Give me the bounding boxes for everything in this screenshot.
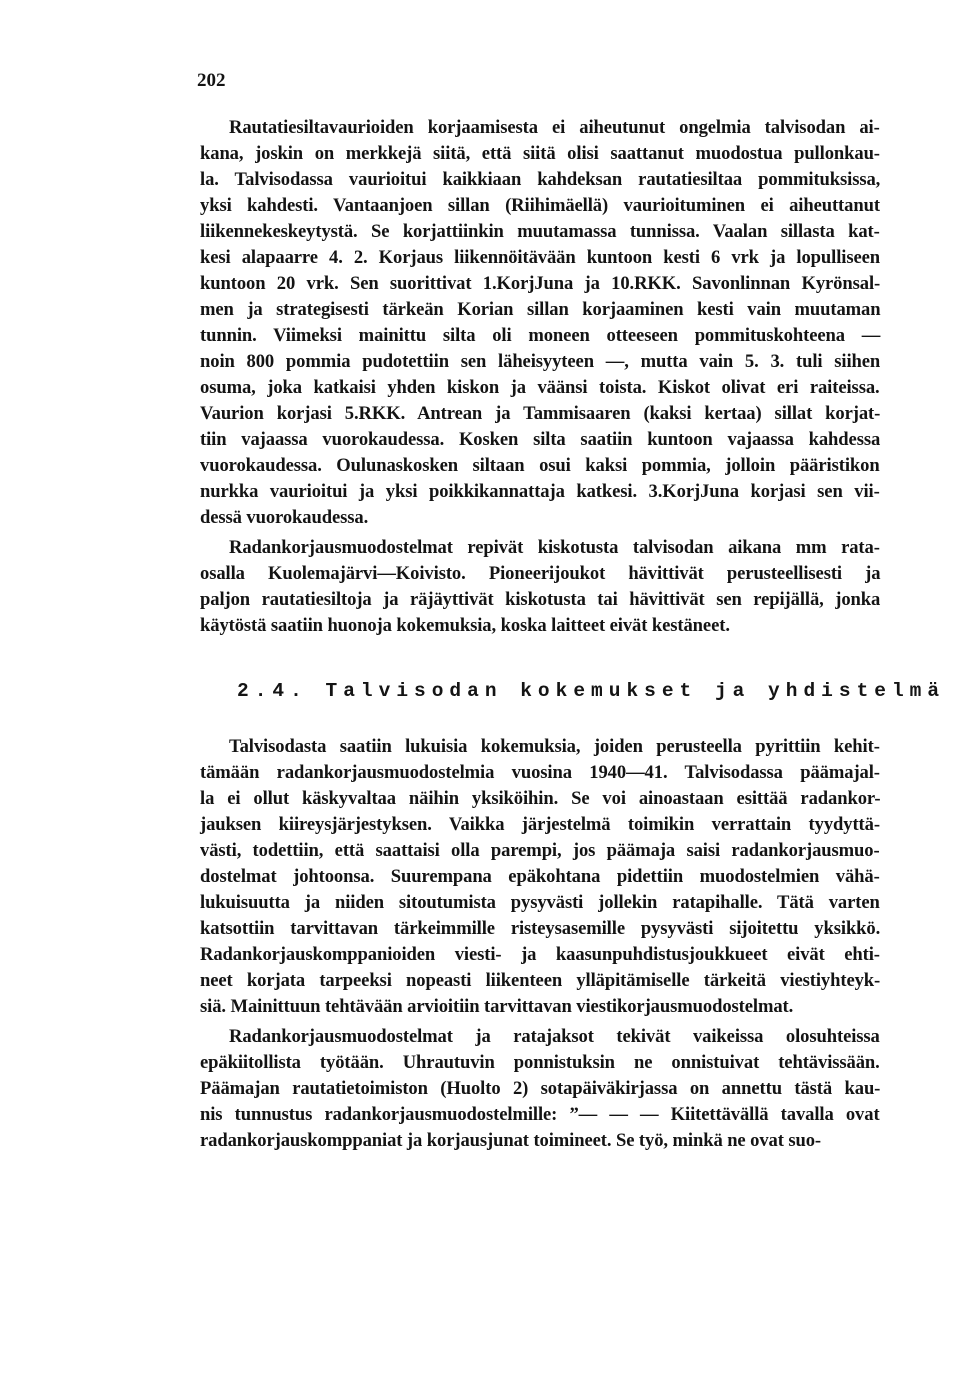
text-line: kana, joskin on merkkejä siitä, että siitä olisi saattanut muodostua pullonkau- xyxy=(200,143,880,164)
text-line: Vaurion korjasi 5.RKK. Antrean ja Tammisaaren (kaksi kertaa) sillat korjat- xyxy=(200,403,881,424)
text-line: osuma, joka katkaisi yhden kiskon ja väänsi toista. Kiskot olivat eri raiteissa. xyxy=(200,377,880,398)
text-line: jauksen kiireysjärjestyksen. Vaikka järjestelmä toimikin verrattain tyydyttä- xyxy=(200,814,880,835)
text-line: lukuisuutta ja niiden sitoutumista pysyvästi jollekin ratapihalle. Tätä varten xyxy=(200,892,880,913)
text-line: tämään radankorjausmuodostelmia vuosina 1940—41. Talvisodassa päämajal- xyxy=(200,762,880,783)
text-line: siä. Mainittuun tehtävään arvioitiin tarvittavan viestikorjausmuodostelmat. xyxy=(200,996,794,1017)
text-line: katsottiin tarvittavan tärkeimmille risteysasemille pysyvästi sijoitettu yksikkö. xyxy=(200,918,881,939)
text-line: yksi kahdesti. Vantaanjoen sillan (Riihimäellä) vaurioituminen ei aiheuttanut xyxy=(200,195,880,216)
text-line: osalla Kuolemajärvi—Koivisto. Pioneerijoukot hävittivät perusteellisesti ja xyxy=(200,563,881,584)
text-line: paljon rautatiesiltoja ja räjäyttivät kiskotusta tai hävittivät sen repijällä, jonka xyxy=(200,589,881,610)
text-line: Rautatiesiltavaurioiden korjaamisesta ei aiheutunut ongelmia talvisodan ai- xyxy=(229,117,880,138)
text-line: Talvisodasta saatiin lukuisia kokemuksia, joiden perusteella pyrittiin kehit- xyxy=(229,736,880,757)
text-line: noin 800 pommia pudotettiin sen läheisyyteen —, mutta vain 5. 3. tuli siihen xyxy=(200,351,881,372)
text-line: la. Talvisodassa vaurioitui kaikkiaan kahdeksan rautatiesiltaa pommituksissa, xyxy=(200,169,881,190)
text-line: västi, todettiin, että saattaisi olla parempi, jos päämaja saisi radankorjausmuo- xyxy=(200,840,880,861)
section-heading: 2.4. Talvisodan kokemukset ja yhdistelmä xyxy=(237,680,946,702)
text-line: dessä vuorokaudessa. xyxy=(200,507,369,528)
text-line: men ja strategisesti tärkeän Korian sillan korjaaminen kesti vain muutaman xyxy=(200,299,881,320)
text-line: radankorjauskomppaniat ja korjausjunat toimineet. Se työ, minkä ne ovat suo- xyxy=(200,1130,822,1151)
text-line: kuntoon 20 vrk. Sen suorittivat 1.KorjJuna ja 10.RKK. Savonlinnan Kyrönsal- xyxy=(200,273,881,294)
text-line: nis tunnustus radankorjausmuodostelmille: ”— — — Kiitettävällä tavalla ovat xyxy=(200,1104,880,1125)
text-line: vuorokaudessa. Oulunaskosken siltaan osui kaksi pommia, jolloin pääristikon xyxy=(200,455,880,476)
text-line: tunnin. Viimeksi mainittu silta oli moneen otteeseen pommituskohteena — xyxy=(200,325,881,346)
text-line: liikennekeskeytystä. Se korjattiinkin muutamassa tunnissa. Vaalan sillasta kat- xyxy=(200,221,880,242)
text-line: Radankorjauskomppanioiden viesti- ja kaasunpuhdistusjoukkueet eivät ehti- xyxy=(200,944,880,965)
page-number: 202 xyxy=(197,70,226,91)
text-line: neet korjata tarpeeksi nopeasti liikenteen ylläpitämiselle tärkeitä viestiyhteyk- xyxy=(200,970,881,991)
text-line: dostelmat johtoonsa. Suurempana epäkohtana pidettiin muodostelmien vähä- xyxy=(200,866,880,887)
text-line: epäkiitollista työtään. Uhrautuvin ponnistuksin ne onnistuivat tehtävissään. xyxy=(200,1052,880,1073)
text-line: nurkka vaurioitui ja yksi poikkikannattaja katkesi. 3.KorjJuna korjasi sen vii- xyxy=(200,481,880,502)
text-line: Radankorjausmuodostelmat ja ratajaksot tekivät vaikeissa olosuhteissa xyxy=(229,1026,880,1047)
text-line: kesi alapaarre 4. 2. Korjaus liikennöitävään kuntoon kesti 6 vrk ja lopulliseen xyxy=(200,247,881,268)
text-line: Radankorjausmuodostelmat repivät kiskotusta talvisodan aikana mm rata- xyxy=(229,537,880,558)
text-line: Päämajan rautatietoimiston (Huolto 2) sotapäiväkirjassa on annettu tästä kau- xyxy=(200,1078,881,1099)
text-line: tiin vajaassa vuorokaudessa. Kosken silta saatiin kuntoon vajaassa kahdessa xyxy=(200,429,881,450)
text-line: la ei ollut käskyvaltaa näihin yksiköihin. Se voi ainoastaan esittää radankor- xyxy=(200,788,881,809)
text-line: käytöstä saatiin huonoja kokemuksia, koska laitteet eivät kestäneet. xyxy=(200,615,730,636)
